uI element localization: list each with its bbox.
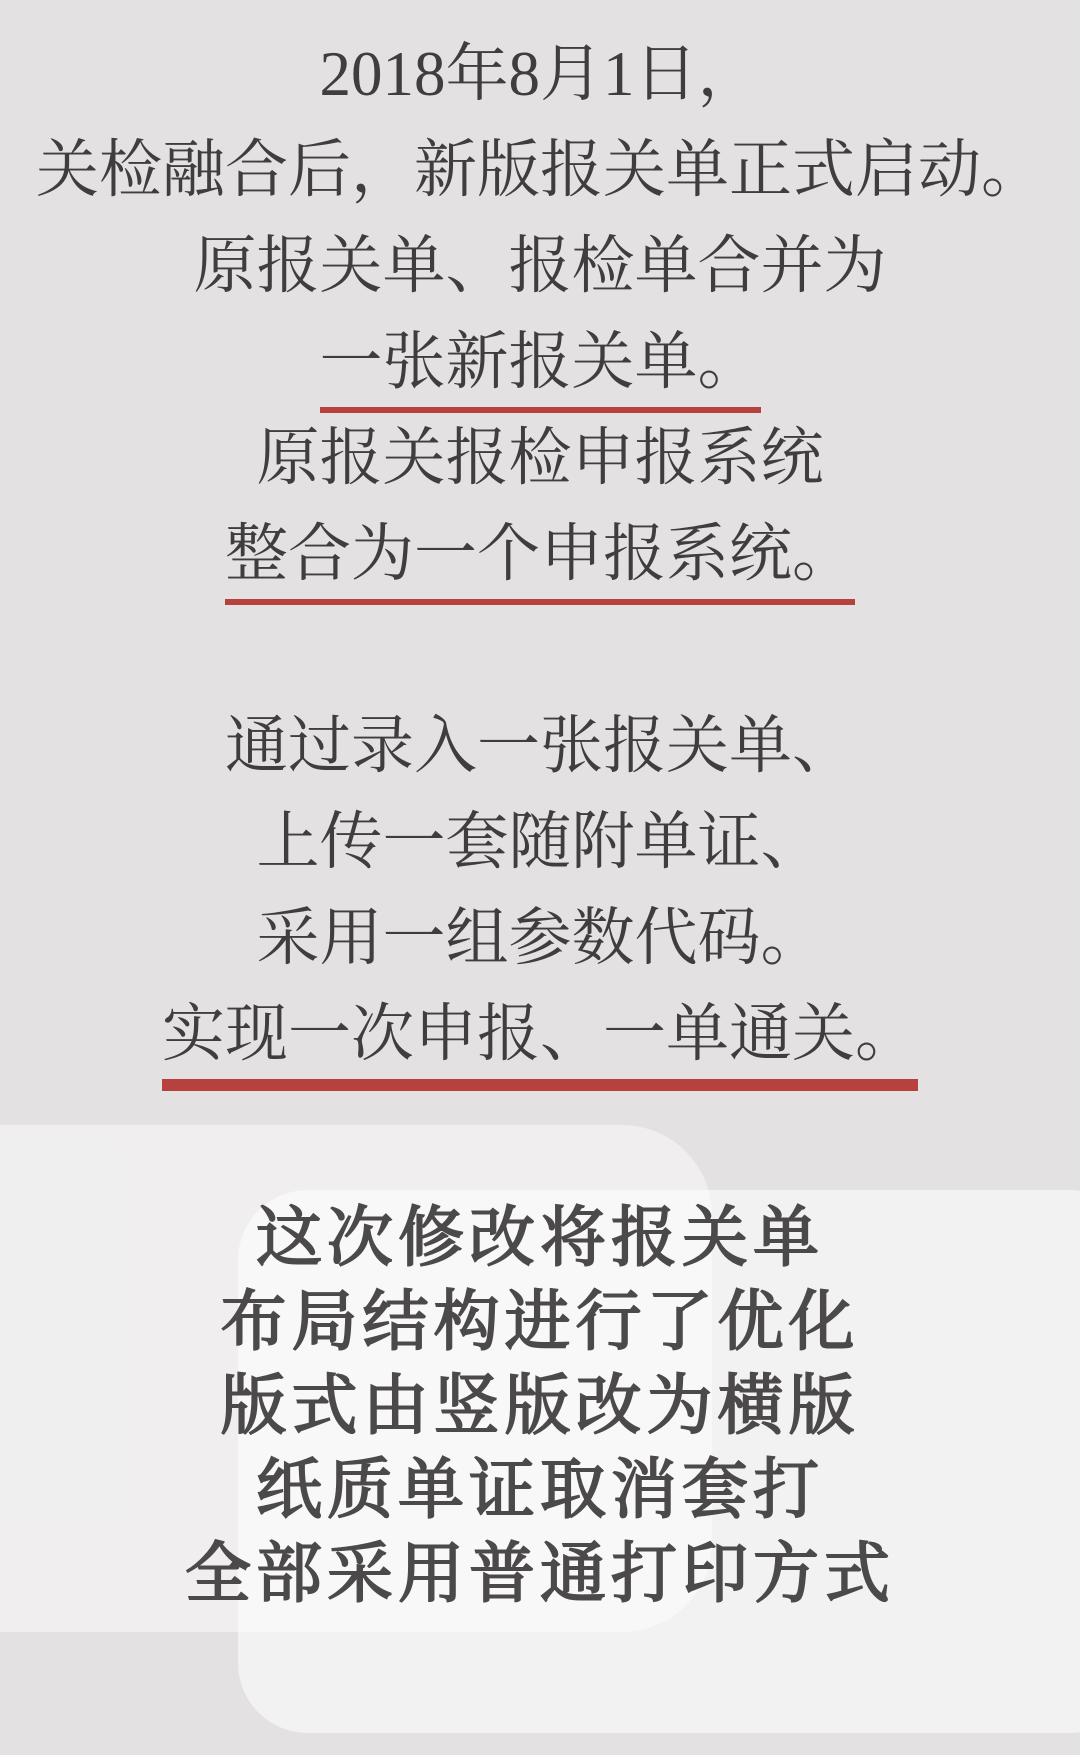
intro-line: 原报关单、报检单合并为: [193, 231, 887, 301]
notice-line: 版式由竖版改为横版: [220, 1367, 860, 1444]
notice-line: 这次修改将报关单: [256, 1199, 824, 1276]
red-double-underlined-text: 实现一次申报、一单通关。: [162, 998, 918, 1085]
blank-line: [0, 602, 1080, 698]
intro-line: 上传一套随附单证、: [256, 807, 824, 877]
intro-line: 原报关报检申报系统: [256, 423, 824, 493]
intro-line: 2018年8月1日，: [319, 39, 761, 109]
intro-line: 通过录入一张报关单、: [225, 711, 855, 781]
notice-line: 全部采用普通打印方式: [185, 1535, 895, 1612]
red-underlined-text: 一张新报关单。: [320, 326, 761, 413]
red-underlined-text: 整合为一个申报系统。: [225, 518, 855, 605]
notice-line: 布局结构进行了优化: [220, 1283, 860, 1360]
intro-line-underlined: [0, 506, 1080, 602]
intro-line-underlined: [0, 314, 1080, 410]
notice-line: 纸质单证取消套打: [256, 1451, 824, 1528]
intro-line-underlined: [0, 986, 1080, 1082]
intro-line: 关检融合后，新版报关单正式启动。: [36, 135, 1044, 205]
notice-text-block: [0, 1196, 1080, 1616]
intro-line: 采用一组参数代码。: [256, 903, 824, 973]
